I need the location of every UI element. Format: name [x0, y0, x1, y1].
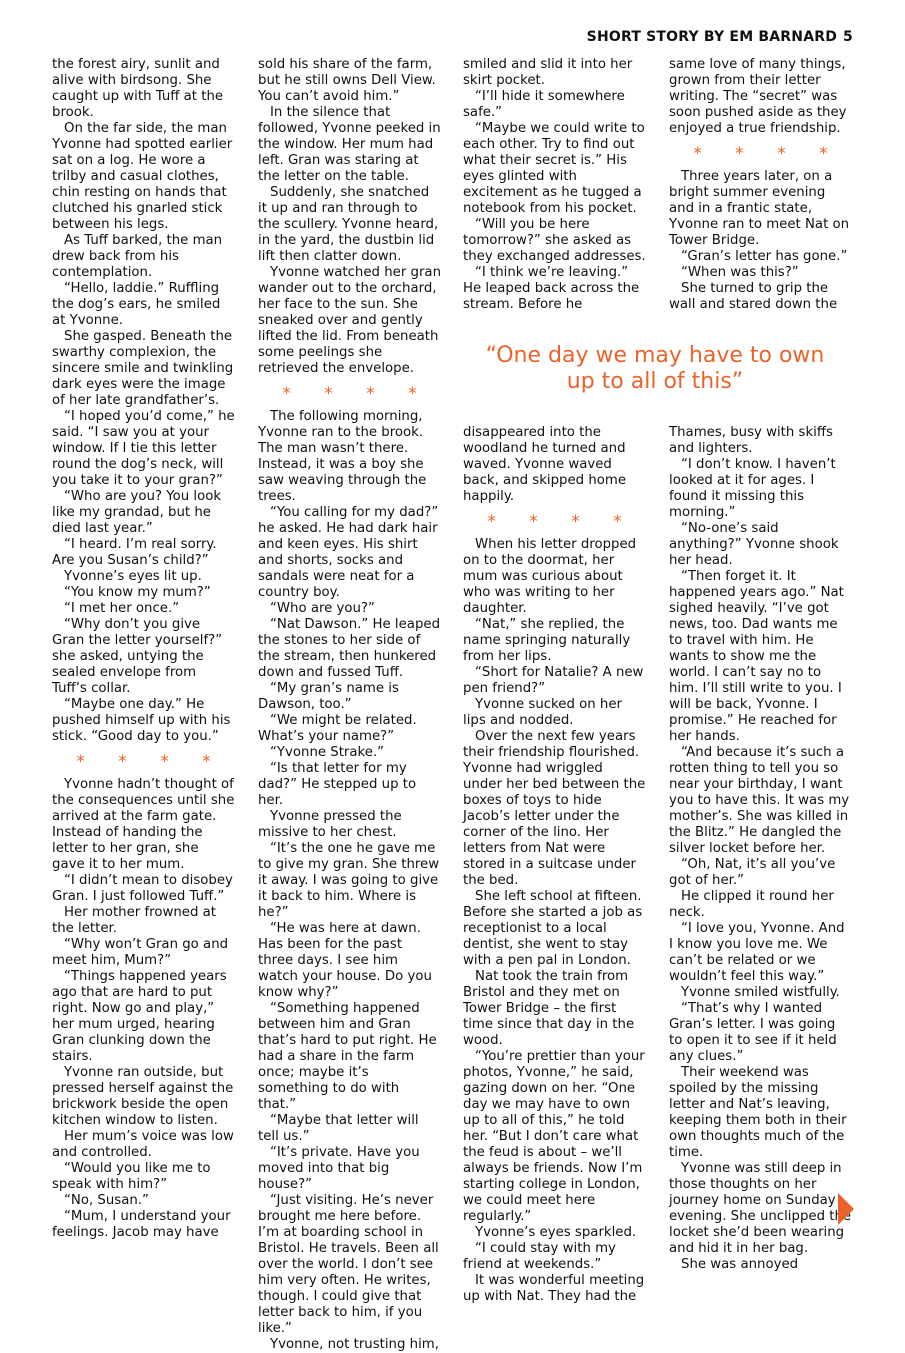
paragraph: Yvonne’s eyes lit up.	[64, 569, 202, 584]
paragraph: “Maybe we could write to each other. Try to find out what their secret is.” His eyes glinted with excitement as he tugged a notebook from his pocket.	[463, 121, 645, 216]
paragraph: It was wonderful meeting up with Nat. They had the	[463, 1273, 645, 1304]
section-break-stars: * * * *	[693, 144, 842, 164]
paragraph: “Maybe one day.” He pushed himself up with his stick. “Good day to you.”	[52, 697, 231, 744]
paragraph: “Oh, Nat, it’s all you’ve got of her.”	[669, 857, 836, 888]
paragraph: “You’re prettier than your photos, Yvonne,” he said, gazing down on her. “One day we may have to own up to all of this,” he told her. “But I don’t care what the feud is about – we’ll always be friends. Now I’m starting college in London, we could meet here regularly.”	[463, 1049, 645, 1224]
paragraph: “I think we’re leaving.” He leaped back across the stream. Before he	[463, 265, 640, 312]
paragraph: She was annoyed	[681, 1257, 799, 1272]
paragraph: “When was this?”	[681, 265, 799, 280]
header-title: SHORT STORY BY EM BARNARD	[586, 29, 838, 45]
paragraph: “Just visiting. He’s never brought me here before. I’m at boarding school in Bristol. He travels. Been all over the world. I don’t see him very often. He writes, though. I could give that letter back to him, if you like.”	[258, 1193, 439, 1336]
column-1	[52, 57, 235, 1241]
paragraph: Yvonne’s eyes sparkled.	[475, 1225, 637, 1240]
paragraph: Nat took the train from Bristol and they met on Tower Bridge – the first time since that day in the wood.	[463, 969, 635, 1048]
paragraph: Her mum’s voice was low and controlled.	[52, 1129, 234, 1160]
column-4-bottom	[669, 425, 852, 1273]
paragraph: Their weekend was spoiled by the missing letter and Nat’s leaving, keeping them both in their own thoughts much of the time.	[669, 1065, 847, 1160]
paragraph: She gasped. Beneath the swarthy complexion, the sincere smile and twinkling dark eyes were the image of her late grandfather’s.	[52, 329, 234, 408]
paragraph: Yvonne was still deep in those thoughts on her journey home on Sunday evening. She unclipped the locket she’d been wearing and hid it in her bag.	[669, 1161, 852, 1256]
paragraph: smiled and slid it into her skirt pocket.	[463, 57, 633, 88]
paragraph: “We might be related. What’s your name?”	[258, 713, 417, 744]
paragraph: As Tuff barked, the man drew back from his contemplation.	[52, 233, 223, 280]
column-2	[258, 57, 441, 1353]
paragraph: same love of many things, grown from their letter writing. The “secret” was soon pushed aside as they enjoyed a true friendship.	[669, 57, 847, 136]
paragraph: “I could stay with my friend at weekends.”	[463, 1241, 616, 1272]
paragraph: Yvonne smiled wistfully.	[681, 985, 840, 1000]
paragraph: “Hello, laddie.” Ruffling the dog’s ears, he smiled at Yvonne.	[52, 281, 221, 328]
paragraph: the forest airy, sunlit and alive with birdsong. She caught up with Tuff at the brook.	[52, 57, 224, 120]
paragraph: Over the next few years their friendship flourished. Yvonne had wriggled under her bed between the boxes of toys to hide Jacob’s letter under the corner of the lino. Her letters from Nat were stored in a suitcase under the bed.	[463, 729, 646, 888]
paragraph: “That’s why I wanted Gran’s letter. I was going to open it to see if it held any clues.”	[669, 1001, 837, 1064]
paragraph: The following morning, Yvonne ran to the brook. The man wasn’t there. Instead, it was a boy she saw weaving through the trees.	[258, 409, 427, 504]
page-number: 5	[843, 29, 853, 45]
paragraph: She left school at fifteen. Before she started a job as receptionist to a local dentist, she went to stay with a pen pal in London.	[463, 889, 643, 968]
paragraph: “Would you like me to speak with him?”	[52, 1161, 211, 1192]
paragraph: “Who are you? You look like my grandad, but he died last year.”	[52, 489, 222, 536]
paragraph: “You calling for my dad?” he asked. He had dark hair and keen eyes. His shirt and shorts, socks and sandals were neat for a country boy.	[258, 505, 439, 600]
paragraph: “He was here at dawn. Has been for the past three days. I see him watch your house. Do you know why?”	[258, 921, 432, 1000]
paragraph: “Mum, I understand your feelings. Jacob may have	[52, 1209, 231, 1240]
paragraph: “I heard. I’m real sorry. Are you Susan’s child?”	[52, 537, 217, 568]
paragraph: “Then forget it. It happened years ago.” Nat sighed heavily. “I’ve got news, too. Dad wants me to travel with him. He wants to show me the world. I can’t say no to him. I’ll still write to you. I will be back, Yvonne. I promise.” He reached for her hands.	[669, 569, 844, 744]
column-4-top	[669, 57, 852, 313]
section-break-stars: * * * *	[282, 384, 431, 404]
paragraph: In the silence that followed, Yvonne peeked in the window. Her mum had left. Gran was staring at the letter on the table.	[258, 105, 441, 184]
running-header	[587, 29, 853, 45]
paragraph: “Nat Dawson.” He leaped the stones to her side of the stream, then hunkered down and fussed Tuff.	[258, 617, 441, 680]
paragraph: He clipped it round her neck.	[669, 889, 834, 920]
paragraph: “It’s the one he gave me to give my gran. She threw it away. I was going to give it back to him. Where is he?”	[258, 841, 440, 920]
continue-arrow-icon	[838, 1193, 854, 1225]
paragraph: sold his share of the farm, but he still owns Dell View. You can’t avoid him.”	[258, 57, 436, 104]
paragraph: “I didn’t mean to disobey Gran. I just followed Tuff.”	[52, 873, 233, 904]
paragraph: disappeared into the woodland he turned and waved. Yvonne waved back, and skipped home happily.	[463, 425, 627, 504]
section-break-stars: * * * *	[487, 512, 636, 532]
pull-quote: “One day we may have to own up to all of this”	[485, 343, 825, 394]
paragraph: When his letter dropped on to the doormat, her mum was curious about who was writing to her daughter.	[463, 537, 637, 616]
paragraph: She turned to grip the wall and stared down the	[669, 281, 838, 312]
paragraph: “And because it’s such a rotten thing to tell you so near your birthday, I want you to have this. It was my mother’s. She was killed in the Blitz.” He dangled the silver locket before her.	[669, 745, 850, 856]
paragraph: “Things happened years ago that are hard to put right. Now go and play,” her mum urged, hearing Gran clunking down the stairs.	[52, 969, 227, 1064]
paragraph: “I’ll hide it somewhere safe.”	[463, 89, 625, 120]
paragraph: Yvonne ran outside, but pressed herself against the brickwork beside the open kitchen window to listen.	[52, 1065, 234, 1128]
paragraph: “I met her once.”	[64, 601, 180, 616]
paragraph: Her mother frowned at the letter.	[52, 905, 216, 936]
paragraph: “You know my mum?”	[64, 585, 211, 600]
paragraph: Suddenly, she snatched it up and ran through to the scullery. Yvonne heard, in the yard, the dustbin lid lift then clatter down.	[258, 185, 439, 264]
paragraph: “My gran’s name is Dawson, too.”	[258, 681, 399, 712]
column-3-bottom	[463, 425, 646, 1305]
paragraph: “No, Susan.”	[64, 1193, 149, 1208]
paragraph: “Maybe that letter will tell us.”	[258, 1113, 419, 1144]
paragraph: “Why won’t Gran go and meet him, Mum?”	[52, 937, 229, 968]
paragraph: “Yvonne Strake.”	[270, 745, 385, 760]
paragraph: “Nat,” she replied, the name springing naturally from her lips.	[463, 617, 631, 664]
paragraph: Yvonne hadn’t thought of the consequences until she arrived at the farm gate. Instead of handing the letter to her gran, she gave it to her mum.	[52, 777, 235, 872]
paragraph: “Why don’t you give Gran the letter yourself?” she asked, untying the sealed envelope from Tuff’s collar.	[52, 617, 223, 696]
paragraph: “Who are you?”	[270, 601, 375, 616]
paragraph: On the far side, the man Yvonne had spotted earlier sat on a log. He wore a trilby and casual clothes, chin resting on hands that clutched his gnarled stick between his legs.	[52, 121, 233, 232]
paragraph: “No-one’s said anything?” Yvonne shook her head.	[669, 521, 839, 568]
section-break-stars: * * * *	[76, 752, 225, 772]
paragraph: “Will you be here tomorrow?” she asked as they exchanged addresses.	[463, 217, 646, 264]
paragraph: “Is that letter for my dad?” He stepped up to her.	[258, 761, 417, 808]
paragraph: Yvonne, not trusting him,	[270, 1337, 439, 1352]
column-3-top	[463, 57, 646, 313]
paragraph: “I don’t know. I haven’t looked at it for ages. I found it missing this morning.”	[669, 457, 836, 520]
paragraph: “It’s private. Have you moved into that big house?”	[258, 1145, 420, 1192]
paragraph: “Gran’s letter has gone.”	[681, 249, 848, 264]
paragraph: “Short for Natalie? A new pen friend?”	[463, 665, 644, 696]
paragraph: “Something happened between him and Gran that’s hard to put right. He had a share in the farm once; maybe it’s something to do with that.”	[258, 1001, 437, 1112]
paragraph: “I love you, Yvonne. And I know you love me. We can’t be related or we wouldn’t feel this way.”	[669, 921, 845, 984]
paragraph: Yvonne sucked on her lips and nodded.	[463, 697, 622, 728]
paragraph: Yvonne pressed the missive to her chest.	[258, 809, 402, 840]
paragraph: Three years later, on a bright summer evening and in a frantic state, Yvonne ran to meet Nat on Tower Bridge.	[669, 169, 850, 248]
paragraph: “I hoped you’d come,” he said. “I saw you at your window. If I tie this letter round the dog’s neck, will you take it to your gran?”	[52, 409, 235, 488]
paragraph: Yvonne watched her gran wander out to the orchard, her face to the sun. She sneaked over and gently lifted the lid. From beneath some peelings she retrieved the envelope.	[258, 265, 441, 376]
paragraph: Thames, busy with skiffs and lighters.	[669, 425, 833, 456]
